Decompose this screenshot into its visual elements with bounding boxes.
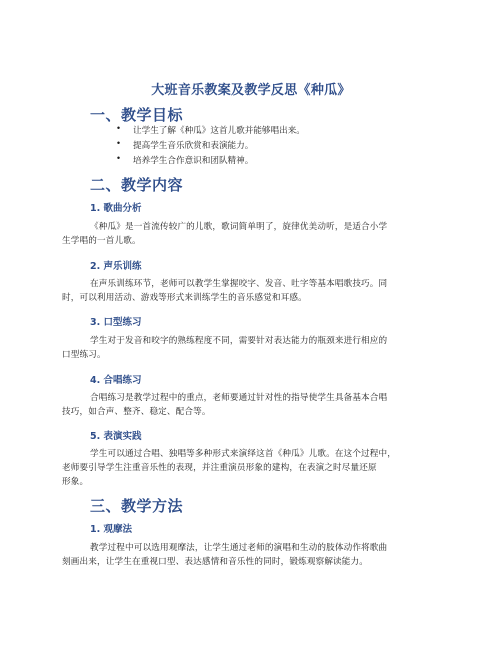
paragraph-line: 技巧，如合声、整齐、稳定、配合等。 xyxy=(62,407,211,417)
bullet-marker: • xyxy=(116,124,122,134)
goal-item-1: 让学生了解《种瓜》这首儿歌并能够唱出来。 xyxy=(133,126,305,136)
subheading-chorus-practice: 4. 合唱练习 xyxy=(90,375,142,386)
goal-item-3: 培养学生合作意识和团队精神。 xyxy=(133,156,254,166)
subheading-observation: 1. 观摩法 xyxy=(90,524,133,535)
paragraph-line: 时，可以利用活动、游戏等形式来训练学生的音乐感觉和耳感。 xyxy=(62,293,307,303)
paragraph-line: 在声乐训练环节，老师可以教学生掌握咬字、发音、吐字等基本唱歌技巧。同 xyxy=(90,279,388,289)
paragraph-line: 老师要引导学生注重音乐性的表现，并注重演员形象的建构，在表演之时尽量还原 xyxy=(62,463,377,473)
bullet-marker: • xyxy=(116,139,122,149)
section-heading-methods: 三、教学方法 xyxy=(90,497,184,515)
subheading-performance: 5. 表演实践 xyxy=(90,431,142,442)
document-title: 大班音乐教案及教学反思《种瓜》 xyxy=(151,83,351,98)
subheading-song-analysis: 1. 歌曲分析 xyxy=(90,203,142,214)
paragraph-line: 刻画出来，让学生在重视口型、表达感情和音乐性的同时，锻炼观察解读能力。 xyxy=(62,557,369,567)
subheading-mouth-practice: 3. 口型练习 xyxy=(90,317,142,328)
paragraph-line: 合唱练习是教学过程中的重点，老师要通过针对性的指导使学生具备基本合唱 xyxy=(90,393,388,403)
paragraph-line: 口型练习。 xyxy=(62,350,106,360)
paragraph-line: 《种瓜》是一首流传较广的儿歌，歌词简单明了，旋律优美动听，是适合小学 xyxy=(90,222,388,232)
paragraph-line: 教学过程中可以选用观摩法，让学生通过老师的演唱和生动的肢体动作将歌曲 xyxy=(90,543,388,553)
section-heading-content: 二、教学内容 xyxy=(90,176,184,194)
section-heading-goals: 一、教学目标 xyxy=(90,106,184,124)
goal-item-2: 提高学生音乐欣赏和表演能力。 xyxy=(133,141,254,151)
bullet-marker: • xyxy=(116,154,122,164)
subheading-vocal-training: 2. 声乐训练 xyxy=(90,261,142,272)
paragraph-line: 生学唱的一首儿歌。 xyxy=(62,236,141,246)
paragraph-line: 形象。 xyxy=(62,477,89,487)
paragraph-line: 学生对于发音和咬字的熟练程度不同，需要针对表达能力的瓶颈来进行相应的 xyxy=(90,336,388,346)
paragraph-line: 学生可以通过合唱、独唱等多种形式来演绎这首《种瓜》儿歌。在这个过程中， xyxy=(90,449,397,459)
